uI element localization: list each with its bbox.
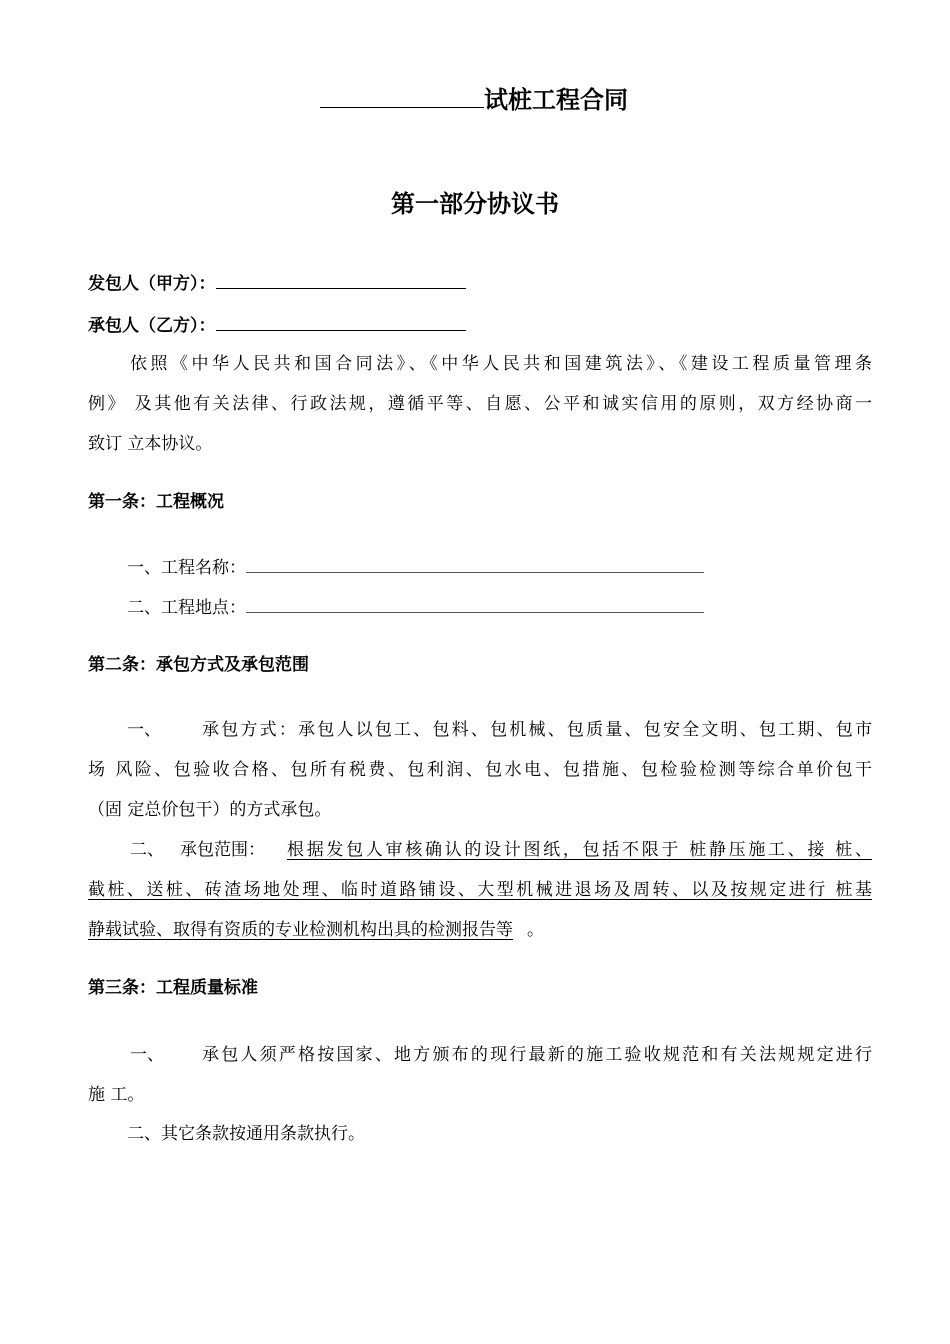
- art2-item1-line-3: （固 定总价包干）的方式承包。: [88, 800, 332, 820]
- article-2-heading: 第二条：承包方式及承包范围: [88, 655, 309, 675]
- part-title: 第一部分协议书: [391, 190, 559, 218]
- article-1-heading: 第一条：工程概况: [88, 492, 224, 512]
- art3-item1-num: 一、: [130, 1045, 164, 1065]
- art3-item2: 二、其它条款按通用条款执行。: [127, 1124, 365, 1144]
- art2-item1-num: 一、: [127, 720, 161, 740]
- art3-item1-line-1: 承包人须严格按国家、地方颁布的现行最新的施工验收规范和有关法规规定进行: [202, 1045, 872, 1065]
- employer-blank: [216, 270, 466, 289]
- article-3-heading: 第三条：工程质量标准: [88, 978, 258, 998]
- title-suffix: 试桩工程合同: [484, 86, 628, 114]
- art2-item2-num: 二、: [130, 840, 164, 860]
- intro-line-1: 依照《中华人民共和国合同法》、《中华人民共和国建筑法》、《建设工程质量管理条: [130, 354, 872, 374]
- project-location-label: 二、工程地点：: [127, 598, 246, 618]
- contract-title: [320, 80, 628, 115]
- art2-item1-line-1: 承包方式：承包人以包工、包料、包机械、包质量、包安全文明、包工期、包市: [202, 720, 872, 740]
- project-name-blank: [320, 83, 484, 108]
- contractor-blank: [216, 312, 466, 331]
- project-location-row: [127, 593, 704, 618]
- art2-item2-line-3-row: [88, 915, 544, 940]
- art2-item2-end: 。: [527, 920, 544, 940]
- employer-label: 发包人（甲方）：: [88, 274, 216, 294]
- project-location-field: [246, 594, 704, 613]
- art2-item2-line-2: 截桩、送桩、砖渣场地处理、临时道路铺设、大型机械进退场及周转、以及按规定进行 桩基: [88, 880, 872, 900]
- contractor-row: [88, 311, 466, 336]
- intro-line-2: 例》 及其他有关法律、行政法规，遵循平等、自愿、公平和诚实信用的原则，双方经协商一: [88, 394, 872, 414]
- art2-item1-line-2: 场 风险、包验收合格、包所有税费、包利润、包水电、包措施、包检验检测等综合单价包干: [88, 760, 872, 780]
- art3-item1-line-2: 施 工。: [88, 1085, 145, 1105]
- art2-item2-line-3: 静载试验、取得有资质的专业检测机构出具的检测报告等: [88, 920, 513, 940]
- contractor-label: 承包人（乙方）：: [88, 316, 216, 336]
- art2-item2-label: 承包范围：: [180, 840, 265, 860]
- project-name-label: 一、工程名称：: [127, 558, 246, 578]
- employer-row: [88, 269, 466, 294]
- project-name-row: [127, 553, 704, 578]
- project-name-field: [246, 554, 704, 573]
- intro-line-3: 致订 立本协议。: [88, 434, 213, 454]
- art2-item2-line-1: 根据发包人审核确认的设计图纸，包括不限于 桩静压施工、接 桩、: [287, 840, 872, 860]
